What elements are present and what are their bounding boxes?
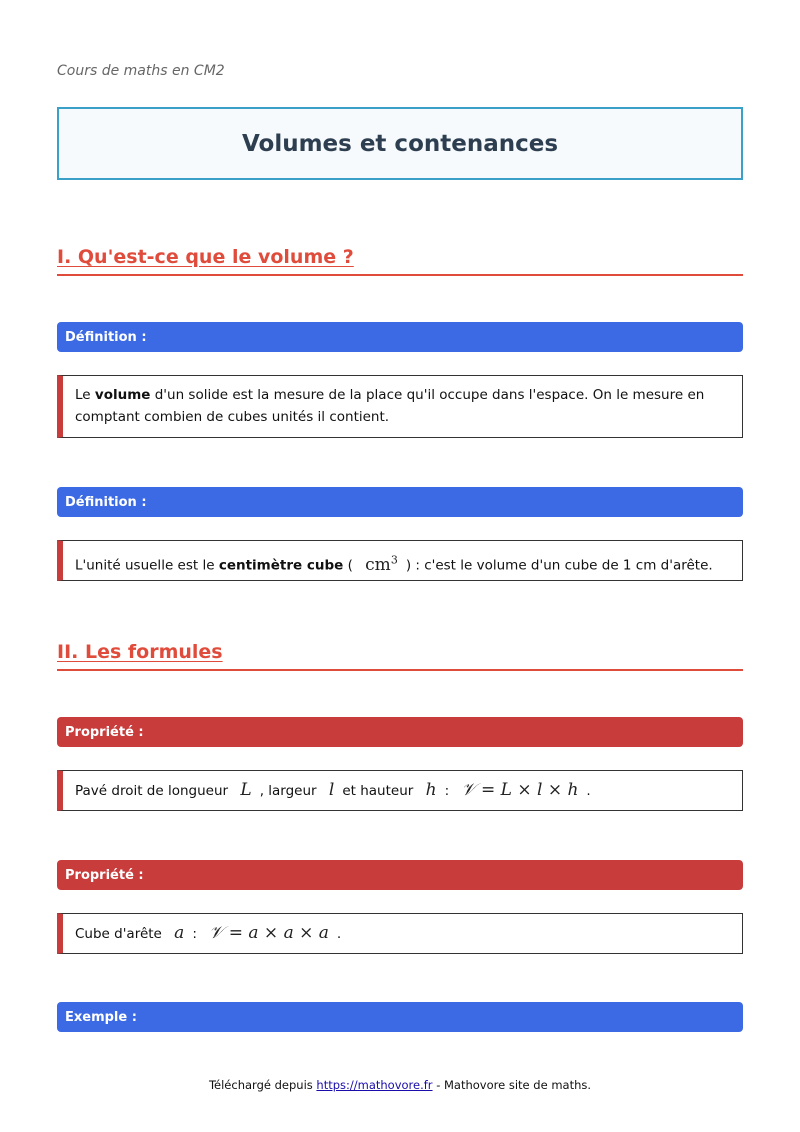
definition-bar-1: Définition : <box>57 322 743 352</box>
property-box-2 <box>57 913 743 954</box>
var-h: h <box>425 780 437 800</box>
property-bar-1: Propriété : <box>57 717 743 747</box>
prop2-colon: : <box>192 926 197 942</box>
def2-open: ( <box>343 557 353 574</box>
unit-cm3 <box>365 555 398 575</box>
footer-suffix: - Mathovore site de maths. <box>432 1078 592 1092</box>
property-bar-2: Propriété : <box>57 860 743 890</box>
def2-bold: centimètre cube <box>218 557 344 574</box>
unit-cm: cm <box>365 554 391 575</box>
page-title: Volumes et contenances <box>241 130 559 157</box>
title-box <box>57 107 743 180</box>
prop1-t2: , largeur <box>259 783 317 799</box>
def1-bold: volume <box>94 387 151 403</box>
footer <box>0 1078 800 1092</box>
footer-prefix: Téléchargé depuis <box>208 1078 317 1092</box>
var-a: a <box>174 923 185 943</box>
def2-rest: ) : c'est le volume d'un cube de 1 cm d'arête. <box>405 557 713 574</box>
prop1-t3: et hauteur <box>342 783 414 799</box>
unit-exp: 3 <box>390 553 398 566</box>
property-box-1 <box>57 770 743 811</box>
var-l: l <box>328 780 335 800</box>
prop1-end: . <box>586 783 591 799</box>
definition-box-1 <box>57 375 743 438</box>
definition-box-2 <box>57 540 743 581</box>
definition-bar-2: Définition : <box>57 487 743 517</box>
prop1-t1: Pavé droit de longueur <box>75 783 229 799</box>
def1-prefix: Le <box>75 387 95 403</box>
formula-cube: 𝒱 = a × a × a <box>209 923 329 943</box>
example-bar: Exemple : <box>57 1002 743 1032</box>
footer-link[interactable]: https://mathovore.fr <box>316 1078 433 1092</box>
course-subtitle: Cours de maths en CM2 <box>57 63 225 79</box>
prop2-t1: Cube d'arête <box>75 926 162 942</box>
def2-prefix: L'unité usuelle est le <box>75 557 219 574</box>
prop1-colon: : <box>444 783 450 799</box>
section-title-1: I. Qu'est-ce que le volume ? <box>57 246 743 276</box>
formula-pave: 𝒱 = L × l × h <box>461 780 579 800</box>
prop2-end: . <box>336 926 342 942</box>
var-L: L <box>240 780 252 800</box>
def1-text: d'un solide est la mesure de la place qu'il occupe dans l'espace. On le mesure en comptant combien de cubes unités il contient. <box>75 387 705 425</box>
section-title-2: II. Les formules <box>57 641 743 671</box>
